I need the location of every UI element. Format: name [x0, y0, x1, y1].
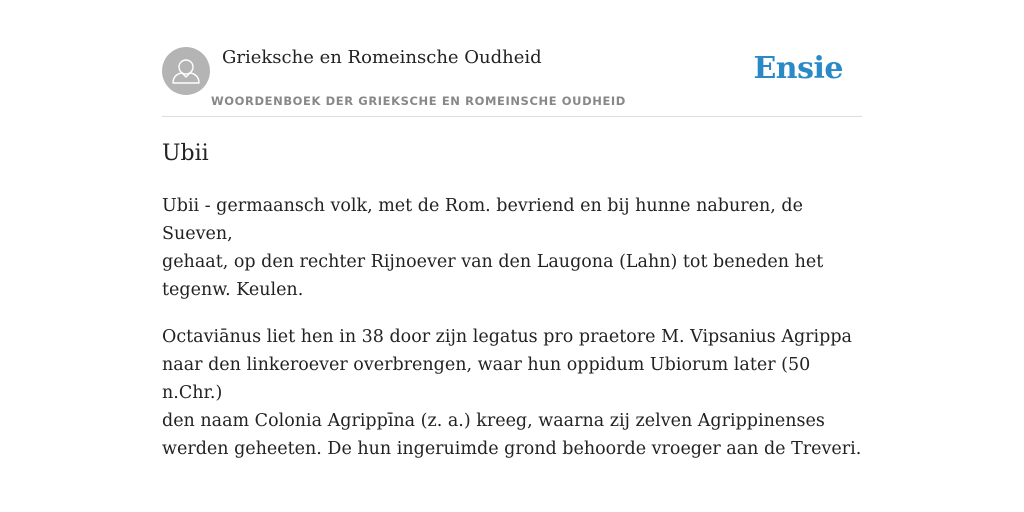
entry-paragraph: Ubii - germaansch volk, met de Rom. bevriend en bij hunne naburen, de Sueven, gehaat, op den rechter Rijnoever van den Laugona (Lahn) tot beneden het tegenw. Keulen. [162, 196, 824, 300]
entry-body [162, 192, 862, 482]
source-subtitle: WOORDENBOEK DER GRIEKSCHE EN ROMEINSCHE OUDHEID [211, 94, 626, 108]
user-icon [162, 47, 210, 95]
brand-logo-link[interactable]: Ensie [753, 51, 843, 86]
source-avatar[interactable] [162, 47, 210, 95]
source-header [162, 40, 862, 117]
entry-paragraph: Octaviānus liet hen in 38 door zijn legatus pro praetore M. Vipsanius Agrippa naar den linkeroever overbrengen, waar hun oppidum Ubiorum later (50 n.Chr.) den naam Colonia Agrippīna (z. a.) kreeg, waarna zij zelven Agrippinenses werden geheeten. De hun ingeruimde grond behoorde vroeger aan de Treveri. [162, 327, 862, 459]
entry-title: Ubii [162, 141, 209, 166]
source-title-link[interactable]: Grieksche en Romeinsche Oudheid [222, 47, 542, 68]
